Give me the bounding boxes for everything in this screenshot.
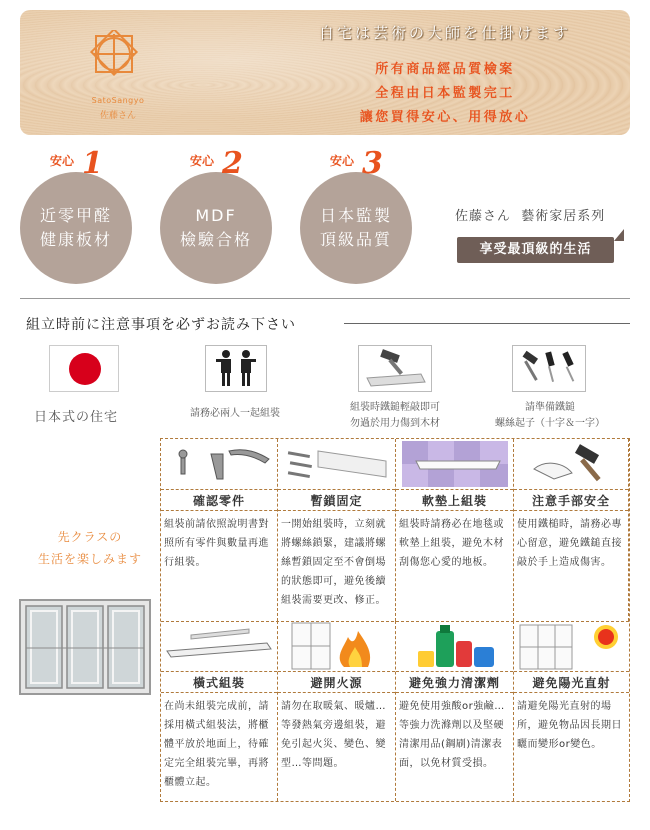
divider (20, 298, 630, 299)
note-body: 避免使用強酸or強鹼…等強力洗滌劑以及堅硬清潔用品(鋼刷)清潔表面，以免材質受損。 (399, 701, 505, 769)
note-heading: 避開火源 (278, 671, 395, 693)
note-body: 請勿在取暖氣、暖爐…等發熱氣旁邊組裝，避免引起火災、變色、變型…等問題。 (281, 701, 386, 769)
feature-line: 近零甲醛 (39, 206, 112, 225)
note-cell-fire (278, 621, 396, 801)
assembly-notes-grid (160, 438, 630, 802)
cabinet-image (18, 598, 152, 696)
brand-series-text: 佐藤さん 藝術家居系列 (455, 209, 606, 224)
two-people-icon (205, 345, 267, 392)
banner-line-3: 讓您買得安心、用得放心 (359, 110, 531, 125)
note-heading: 注意手部安全 (514, 489, 628, 511)
note-heading: 避免強力清潔劑 (396, 671, 513, 693)
side-text-1: 先クラスの (57, 530, 123, 544)
note-cell-soft-mat (396, 439, 514, 621)
hammer-board-icon (358, 345, 432, 392)
note-heading: 避免陽光直射 (514, 671, 629, 693)
banner-title: 自宅は芸術の大師を仕掛けます (318, 24, 571, 42)
tools-label (475, 400, 625, 432)
note-body: 組裝前請依照說明書對照所有零件與數量再進行組裝。 (164, 519, 269, 568)
section-title: 組立時前に注意事項を必ずお読み下さい (26, 317, 296, 333)
note-cell-sunlight (514, 621, 629, 801)
note-cell-cleaner (396, 621, 514, 801)
two-people-label: 請務必兩人一起組裝 (190, 408, 280, 419)
feature-sub: 安心 (190, 154, 215, 168)
sun-icon (514, 621, 629, 671)
note-cell-temporary-fix (278, 439, 396, 621)
horizontal-board-icon (161, 621, 277, 671)
feature-line: MDF (195, 206, 237, 225)
note-heading: 橫式組裝 (161, 671, 277, 693)
feature-circle (300, 172, 412, 284)
note-body: 一開始組裝時，立刻就將螺絲鎖緊，建議將螺絲暫鎖固定至不會倒場的狀態即可，避免後續組裝需要更改、修正。 (281, 519, 386, 606)
feature-line: 健康板材 (39, 230, 112, 249)
feature-badge-3 (300, 146, 424, 276)
tools-label-line: 請準備鐵鎚 (525, 402, 575, 413)
hero-banner (20, 10, 630, 135)
logo-japanese: 佐藤さん (99, 111, 136, 121)
note-heading: 軟墊上組裝 (396, 489, 513, 511)
banner-line-1: 所有商品經品質檢案 (375, 62, 515, 77)
note-body: 使用鐵槌時，請務必專心留意，避免鐵鎚直接敲於手上造成傷害。 (517, 519, 622, 568)
tools-label-line: 螺絲起子（十字＆一字） (495, 418, 605, 429)
note-body: 組裝時請務必在地毯或軟墊上組裝，避免木材刮傷您心愛的地板。 (399, 519, 504, 568)
feature-circle (20, 172, 132, 284)
feature-line: 日本監製 (319, 206, 392, 225)
section-rule (344, 323, 630, 324)
feature-circle (160, 172, 272, 284)
hammer-label-line: 勿過於用力傷到木材 (350, 418, 440, 429)
note-cell-horizontal (161, 621, 278, 801)
cleaner-icon (396, 621, 513, 671)
hammer-label (325, 400, 465, 432)
feature-number: 3 (362, 146, 383, 181)
hammer-label-line: 組裝時鐵鎚輕敲即可 (350, 402, 440, 413)
note-heading: 確認零件 (161, 489, 277, 511)
logo-english: SatoSangyo (91, 96, 145, 105)
soft-mat-icon (396, 439, 513, 489)
feature-badge-1 (20, 146, 144, 276)
japan-house-label: 日本式の住宅 (34, 410, 119, 425)
hammer-hand-icon (514, 439, 628, 489)
feature-number: 1 (82, 146, 103, 181)
note-body: 在尚未組裝完成前，請採用橫式組裝法，將櫃體平放於地面上，待確定完全組裝完畢，再將櫃體立起。 (164, 701, 269, 788)
note-heading: 暫鎖固定 (278, 489, 395, 511)
feature-number: 2 (222, 146, 243, 181)
note-cell-parts (161, 439, 278, 621)
screws-icon (161, 439, 277, 489)
feature-badge-2 (160, 146, 284, 276)
brand-logo-icon (84, 30, 144, 90)
japan-flag-icon (49, 345, 119, 392)
side-text-2: 生活を楽しみます (37, 552, 142, 566)
feature-line: 檢驗合格 (179, 230, 252, 249)
note-cell-hand-safety (514, 439, 629, 621)
feature-line: 頂級品質 (319, 230, 392, 249)
brand-slogan-badge: 享受最頂級的生活 (457, 237, 614, 263)
feature-sub: 安心 (50, 154, 75, 168)
fire-icon (278, 621, 395, 671)
banner-line-2: 全程由日本監製完工 (375, 86, 515, 101)
note-body: 請避免陽光直射的場所，避免物品因長期日曬而變形or變色。 (517, 701, 622, 750)
board-screws-icon (278, 439, 395, 489)
tools-icon (512, 345, 586, 392)
feature-sub: 安心 (330, 154, 355, 168)
